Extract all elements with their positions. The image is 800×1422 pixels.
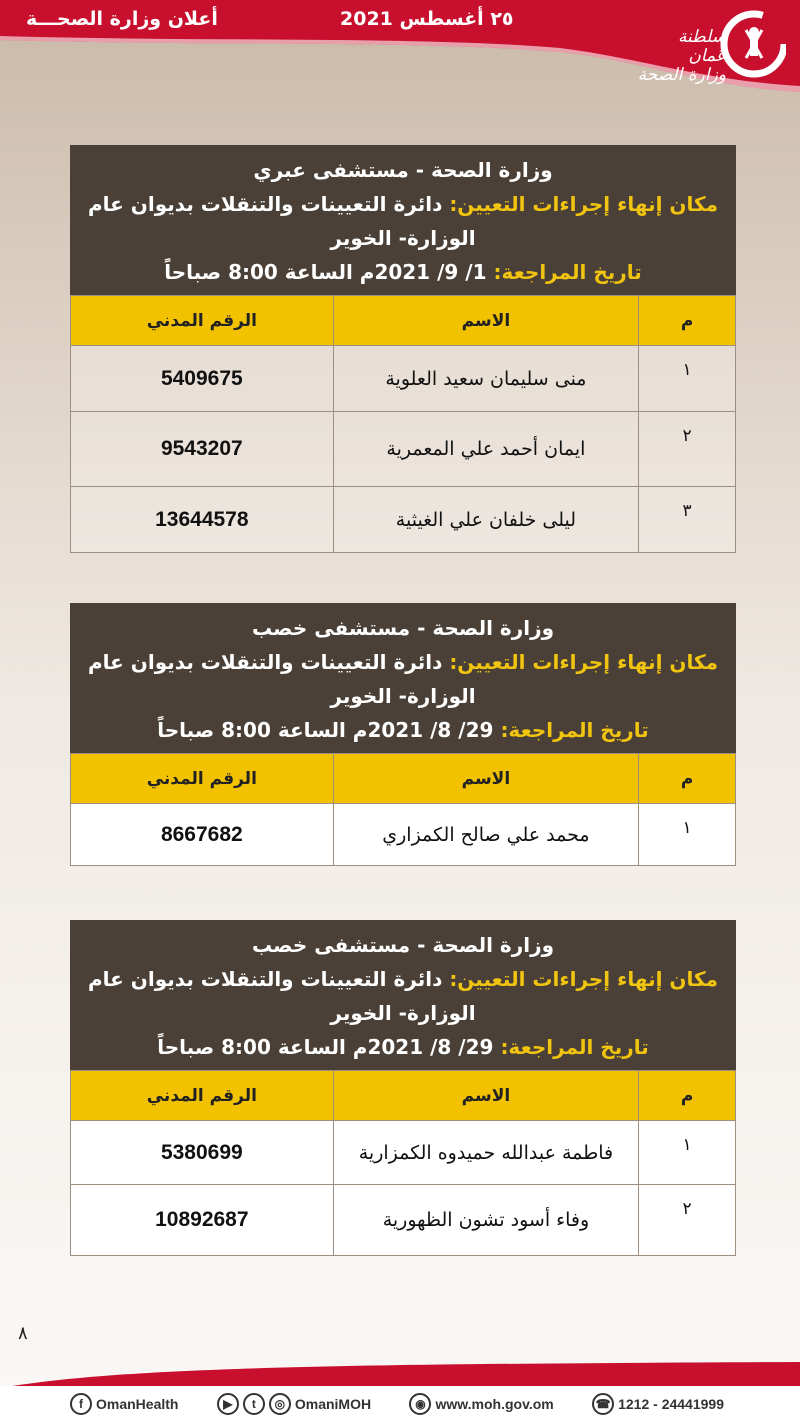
youtube-icon: ▶ [217,1393,239,1415]
col-header-index: م [639,296,736,346]
row-index: ٢ [639,412,736,487]
announcement-title: أعلان وزارة الصحـــة [26,8,218,30]
section-heading: وزارة الصحة - مستشفى خصب [251,933,555,957]
place-value-2: الوزارة- الخوير [330,684,476,708]
footer-contacts [0,1386,800,1422]
col-header-name: الاسم [333,1071,639,1121]
place-label: مكان إنهاء إجراءات التعيين: [449,650,718,674]
row-civil: 8667682 [71,804,334,866]
section-header [70,920,736,1070]
col-header-name: الاسم [333,754,639,804]
row-index: ٣ [639,487,736,553]
place-label: مكان إنهاء إجراءات التعيين: [449,967,718,991]
table-row [71,1121,736,1185]
appointees-table [70,1070,736,1256]
row-civil: 9543207 [71,412,334,487]
place-value: دائرة التعيينات والتنقلات بديوان عام [88,967,443,991]
row-civil: 13644578 [71,487,334,553]
table-row [71,804,736,866]
table-row [71,487,736,553]
date-label: تاريخ المراجعة: [500,718,649,742]
table-row [71,412,736,487]
row-civil: 5409675 [71,346,334,412]
place-value: دائرة التعيينات والتنقلات بديوان عام [88,192,443,216]
facebook-icon: f [70,1393,92,1415]
date-value: 1/ 9/ 2021م الساعة 8:00 صباحاً [164,260,487,284]
row-civil: 5380699 [71,1121,334,1185]
col-header-name: الاسم [333,296,639,346]
row-name: محمد علي صالح الكمزاري [333,804,639,866]
section-khasab-2 [70,920,736,1256]
section-header [70,145,736,295]
phone-icon: ☎ [592,1393,614,1415]
facebook-link[interactable]: f OmanHealth [70,1393,178,1415]
twitter-icon: t [243,1393,265,1415]
date-label: تاريخ المراجعة: [493,260,642,284]
web-icon: ◉ [409,1393,431,1415]
row-name: وفاء أسود تشون الظهورية [333,1185,639,1256]
row-index: ٢ [639,1185,736,1256]
col-header-index: م [639,1071,736,1121]
announcement-date: ٢٥ أغسطس 2021 [340,8,514,30]
table-row [71,346,736,412]
row-name: فاطمة عبدالله حميدوه الكمزارية [333,1121,639,1185]
page-number: ٨ [18,1323,28,1344]
row-name: ليلى خلفان علي الغيثية [333,487,639,553]
col-header-civil: الرقم المدني [71,296,334,346]
emblem-icon [716,8,786,80]
place-value-2: الوزارة- الخوير [330,226,476,250]
col-header-civil: الرقم المدني [71,1071,334,1121]
ministry-logo [636,8,786,85]
section-ibri [70,145,736,553]
row-name: منى سليمان سعيد العلوية [333,346,639,412]
col-header-civil: الرقم المدني [71,754,334,804]
row-civil: 10892687 [71,1185,334,1256]
row-index: ١ [639,1121,736,1185]
website-link[interactable]: ◉ www.moh.gov.om [409,1393,553,1415]
appointees-table [70,295,736,553]
section-khasab-1 [70,603,736,866]
phone-link[interactable]: ☎ 1212 - 24441999 [592,1393,724,1415]
appointees-table [70,753,736,866]
date-value: 29/ 8/ 2021م الساعة 8:00 صباحاً [157,718,494,742]
table-row [71,1185,736,1256]
place-label: مكان إنهاء إجراءات التعيين: [449,192,718,216]
section-header [70,603,736,753]
section-heading: وزارة الصحة - مستشفى خصب [251,616,555,640]
date-label: تاريخ المراجعة: [500,1035,649,1059]
logo-text: سلطنة عُمان وزارة الصحة [637,27,726,85]
date-value: 29/ 8/ 2021م الساعة 8:00 صباحاً [157,1035,494,1059]
header-banner [0,0,800,92]
social-link[interactable]: ▶ t ◎ OmaniMOH [217,1393,371,1415]
row-index: ١ [639,346,736,412]
place-value-2: الوزارة- الخوير [330,1001,476,1025]
row-name: ايمان أحمد علي المعمرية [333,412,639,487]
row-index: ١ [639,804,736,866]
section-heading: وزارة الصحة - مستشفى عبري [253,158,553,182]
instagram-icon: ◎ [269,1393,291,1415]
col-header-index: م [639,754,736,804]
place-value: دائرة التعيينات والتنقلات بديوان عام [88,650,443,674]
